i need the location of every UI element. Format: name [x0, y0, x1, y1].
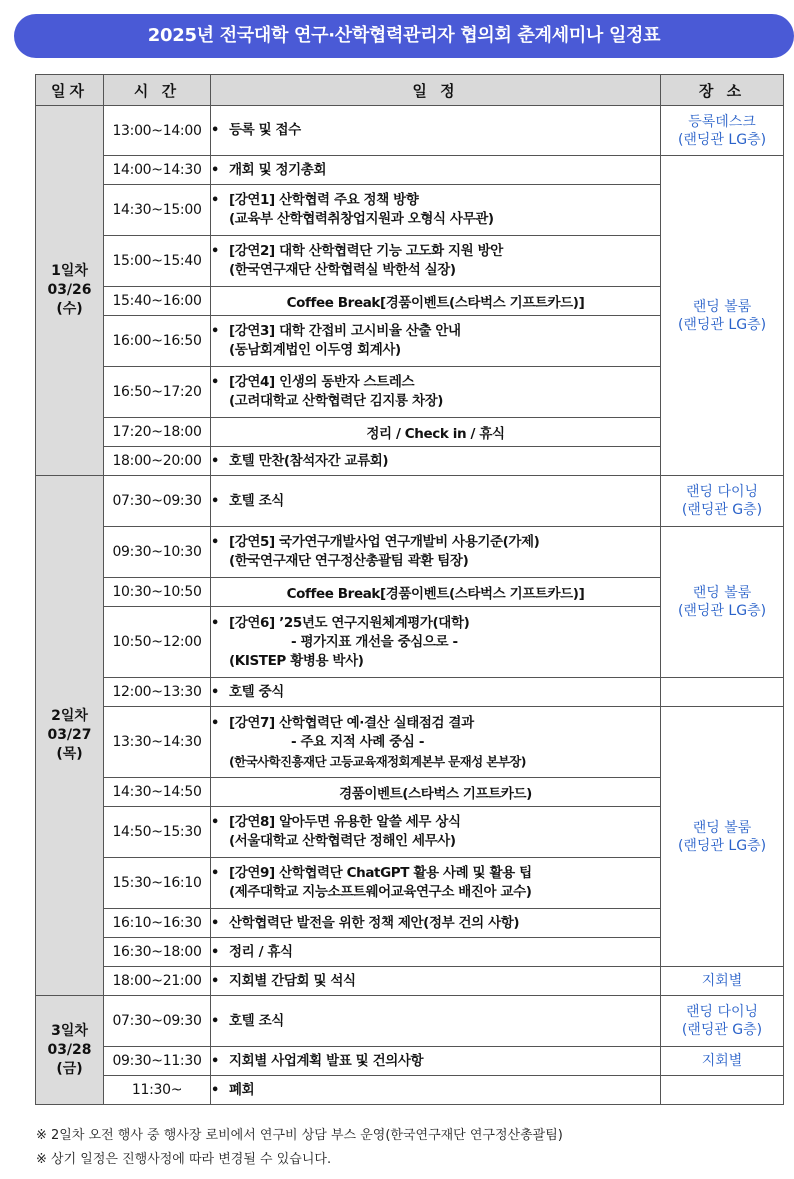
page-title: 2025년 전국대학 연구·산학협력관리자 협의회 춘계세미나 일정표 [14, 14, 794, 58]
event-entry [211, 191, 660, 229]
time-cell: 14:50~15:30 [104, 807, 211, 858]
day-label: 1일차 [51, 263, 88, 279]
bullet-icon: • [211, 684, 220, 700]
event-title: Coffee Break[경품이벤트(스타벅스 기프트카드)] [286, 586, 585, 602]
time-cell: 13:00~14:00 [104, 106, 211, 156]
event-entry [211, 242, 660, 280]
event-title: 호텔 조식 [229, 1012, 284, 1029]
event-text [229, 533, 660, 571]
event-cell [211, 678, 661, 707]
event-cell [211, 607, 661, 678]
table-row [36, 996, 784, 1047]
time-cell: 12:00~13:30 [104, 678, 211, 707]
event-detail: (교육부 산학협력취창업지원과 오형식 사무관) [229, 211, 494, 227]
bullet-icon: • [211, 493, 220, 509]
event-text [229, 1052, 660, 1071]
event-cell [211, 156, 661, 185]
table-row [36, 707, 784, 778]
event-cell [211, 996, 661, 1047]
table-row [36, 1076, 784, 1105]
place-label: 등록데스크 [688, 113, 756, 130]
table-row [36, 678, 784, 707]
time-cell: 14:30~15:00 [104, 185, 211, 236]
event-cell [211, 938, 661, 967]
event-cell [211, 418, 661, 447]
time-cell: 14:30~14:50 [104, 778, 211, 807]
event-detail: (한국사학진흥재단 고등교육재정회계본부 문재성 본부장) [229, 753, 526, 769]
event-cell [211, 909, 661, 938]
table-row [36, 1047, 784, 1076]
event-cell [211, 447, 661, 476]
bullet-icon: • [211, 375, 220, 390]
bullet-icon: • [211, 1082, 220, 1098]
table-row [36, 476, 784, 527]
event-cell [211, 287, 661, 316]
bullet-icon: • [211, 866, 220, 881]
event-title: [강연1] 산학협력 주요 정책 방향 [229, 192, 419, 208]
place-cell [661, 156, 784, 476]
event-cell [211, 316, 661, 367]
event-text [229, 322, 660, 360]
event-cell [211, 778, 661, 807]
day-label: 03/27 [47, 727, 92, 743]
event-entry [211, 121, 660, 140]
event-cell [211, 967, 661, 996]
event-text [229, 452, 660, 471]
time-cell: 16:00~16:50 [104, 316, 211, 367]
time-cell: 15:30~16:10 [104, 858, 211, 909]
time-cell: 09:30~11:30 [104, 1047, 211, 1076]
event-cell [211, 106, 661, 156]
event-entry [211, 161, 660, 180]
event-cell [211, 236, 661, 287]
event-entry [211, 972, 660, 991]
event-cell [211, 578, 661, 607]
event-title: 지회별 간담회 및 석식 [229, 972, 356, 989]
time-cell: 15:40~16:00 [104, 287, 211, 316]
event-text [229, 373, 660, 411]
event-entry [211, 714, 660, 771]
event-entry [211, 864, 660, 902]
time-cell: 15:00~15:40 [104, 236, 211, 287]
day-cell [36, 996, 104, 1105]
place-cell [661, 476, 784, 527]
place-label: 랜딩 다이닝 [685, 484, 759, 500]
event-cell [211, 527, 661, 578]
place-label: 랜딩 볼룸 [692, 298, 752, 315]
day-label: 03/26 [47, 282, 92, 298]
event-cell [211, 707, 661, 778]
place-label: (랜딩관 G층) [681, 502, 763, 518]
event-cell [211, 1076, 661, 1105]
event-cell [211, 185, 661, 236]
schedule-table [35, 74, 784, 1105]
event-title: [강연4] 인생의 동반자 스트레스 [229, 374, 415, 390]
event-text [229, 914, 660, 933]
event-detail: (고려대학교 산학협력단 김지룡 차장) [229, 393, 444, 409]
table-row [36, 967, 784, 996]
event-title: [강연9] 산학협력단 ChatGPT 활용 사례 및 활용 팁 [229, 865, 532, 881]
time-cell: 10:30~10:50 [104, 578, 211, 607]
event-text [229, 191, 660, 229]
bullet-icon: • [211, 162, 220, 178]
day-label: (수) [56, 301, 83, 317]
event-detail: (한국연구재단 산학협력실 박한석 실장) [229, 262, 456, 278]
event-text [229, 683, 660, 702]
time-cell: 16:10~16:30 [104, 909, 211, 938]
event-text [229, 161, 660, 180]
event-title: [강연7] 산학협력단 예·결산 실태점검 결과 [229, 714, 474, 731]
bullet-icon: • [211, 815, 220, 830]
day-label: 3일차 [51, 1022, 88, 1039]
time-cell: 14:00~14:30 [104, 156, 211, 185]
header-time: 시 간 [104, 75, 211, 106]
time-cell: 07:30~09:30 [104, 996, 211, 1047]
event-title: [강연2] 대학 산학협력단 기능 고도화 지원 방안 [229, 243, 503, 259]
time-cell: 13:30~14:30 [104, 707, 211, 778]
place-cell [661, 1047, 784, 1076]
event-title: 경품이벤트(스타벅스 기프트카드) [339, 786, 532, 802]
event-entry [211, 683, 660, 702]
time-cell: 07:30~09:30 [104, 476, 211, 527]
place-label: (랜딩관 LG층) [677, 131, 767, 148]
event-entry [211, 373, 660, 411]
event-cell [211, 367, 661, 418]
event-title: [강연5] 국가연구개발사업 연구개발비 사용기준(가제) [229, 534, 540, 550]
event-text [229, 813, 660, 851]
place-label: 랜딩 볼룸 [692, 585, 752, 601]
header-place: 장 소 [661, 75, 784, 106]
event-title: 등록 및 접수 [229, 122, 301, 138]
event-entry [211, 322, 660, 360]
event-detail: - 주요 지적 사례 중심 - [291, 733, 425, 750]
place-label: (랜딩관 LG층) [677, 316, 767, 333]
event-entry [211, 1012, 660, 1031]
event-title: 폐회 [229, 1081, 255, 1098]
event-entry [211, 1081, 660, 1100]
header-event: 일 정 [211, 75, 661, 106]
event-cell [211, 1047, 661, 1076]
event-entry [211, 533, 660, 571]
event-title: [강연8] 알아두면 유용한 알쓸 세무 상식 [229, 814, 461, 830]
event-title: 호텔 조식 [229, 492, 284, 509]
footnote: ※ 상기 일정은 진행사정에 따라 변경될 수 있습니다. [36, 1152, 332, 1167]
place-cell [661, 527, 784, 678]
time-cell: 18:00~20:00 [104, 447, 211, 476]
event-title: [강연6] ’25년도 연구지원체계평가(대학) [229, 614, 470, 631]
table-row [36, 527, 784, 578]
bullet-icon: • [211, 973, 220, 989]
event-detail: (KISTEP 황병용 박사) [229, 652, 364, 669]
bullet-icon: • [211, 1013, 220, 1029]
event-text [229, 614, 660, 671]
event-entry [211, 914, 660, 933]
bullet-icon: • [211, 193, 220, 208]
footnote: ※ 2일차 오전 행사 중 행사장 로비에서 연구비 상담 부스 운영(한국연구재단 연구정산총괄팀) [36, 1128, 563, 1143]
event-text [229, 714, 660, 771]
day-cell [36, 106, 104, 476]
table-row [36, 106, 784, 156]
bullet-icon: • [211, 1053, 220, 1069]
place-cell [661, 707, 784, 967]
event-title: 지회별 사업계획 발표 및 건의사항 [229, 1052, 424, 1069]
place-label: 지회별 [701, 1053, 743, 1069]
place-label: (랜딩관 G층) [681, 1022, 763, 1038]
event-text [229, 242, 660, 280]
event-title: 개회 및 정기총회 [229, 161, 327, 178]
event-cell [211, 807, 661, 858]
event-title: 정리 / 휴식 [229, 943, 293, 960]
event-detail: (동남회계법인 이두영 회계사) [229, 342, 401, 358]
time-cell: 16:50~17:20 [104, 367, 211, 418]
event-text [229, 121, 660, 140]
event-cell [211, 858, 661, 909]
bullet-icon: • [211, 615, 220, 631]
event-detail: (서울대학교 산학협력단 정해인 세무사) [229, 833, 456, 849]
bullet-icon: • [211, 244, 220, 259]
table-row [36, 156, 784, 185]
place-label: (랜딩관 LG층) [677, 603, 767, 619]
event-title: 호텔 만찬(참석자간 교류회) [229, 452, 389, 469]
place-label: 랜딩 다이닝 [685, 1004, 759, 1020]
event-text [229, 943, 660, 962]
event-entry [211, 943, 660, 962]
event-text [229, 864, 660, 902]
bullet-icon: • [211, 944, 220, 960]
day-label: (금) [56, 1060, 83, 1077]
bullet-icon: • [211, 324, 220, 339]
event-title: [강연3] 대학 간접비 고시비율 산출 안내 [229, 323, 461, 339]
bullet-icon: • [211, 915, 220, 931]
bullet-icon: • [211, 535, 220, 550]
event-detail: (제주대학교 지능소프트웨어교육연구소 배진아 교수) [229, 884, 532, 900]
event-detail: (한국연구재단 연구정산총괄팀 곽환 팀장) [229, 553, 469, 569]
place-cell [661, 678, 784, 707]
event-entry [211, 813, 660, 851]
event-title: 정리 / Check in / 휴식 [366, 426, 505, 442]
place-cell [661, 996, 784, 1047]
place-label: (랜딩관 LG층) [677, 837, 767, 854]
event-title: 호텔 중식 [229, 683, 284, 700]
event-text [229, 1012, 660, 1031]
event-entry [211, 614, 660, 671]
time-cell: 09:30~10:30 [104, 527, 211, 578]
place-label: 지회별 [701, 973, 743, 989]
header-row [36, 75, 784, 106]
time-cell: 17:20~18:00 [104, 418, 211, 447]
event-entry [211, 1052, 660, 1071]
place-cell [661, 967, 784, 996]
event-text [229, 1081, 660, 1100]
time-cell: 11:30~ [104, 1076, 211, 1105]
place-label: 랜딩 볼룸 [692, 819, 752, 836]
event-title: 산학협력단 발전을 위한 정책 제안(정부 건의 사항) [229, 914, 520, 931]
place-cell [661, 106, 784, 156]
event-cell [211, 476, 661, 527]
event-text [229, 972, 660, 991]
bullet-icon: • [211, 123, 220, 138]
bullet-icon: • [211, 715, 220, 731]
day-label: 2일차 [51, 708, 88, 724]
event-entry [211, 492, 660, 511]
event-text [229, 492, 660, 511]
time-cell: 18:00~21:00 [104, 967, 211, 996]
time-cell: 16:30~18:00 [104, 938, 211, 967]
day-cell [36, 476, 104, 996]
time-cell: 10:50~12:00 [104, 607, 211, 678]
event-entry [211, 452, 660, 471]
day-label: (목) [56, 746, 83, 762]
footnotes [36, 1124, 563, 1172]
bullet-icon: • [211, 453, 220, 469]
event-detail: - 평가지표 개선을 중심으로 - [291, 633, 458, 650]
event-title: Coffee Break[경품이벤트(스타벅스 기프트카드)] [286, 295, 585, 311]
header-day: 일자 [36, 75, 104, 106]
day-label: 03/28 [47, 1041, 92, 1058]
place-cell [661, 1076, 784, 1105]
